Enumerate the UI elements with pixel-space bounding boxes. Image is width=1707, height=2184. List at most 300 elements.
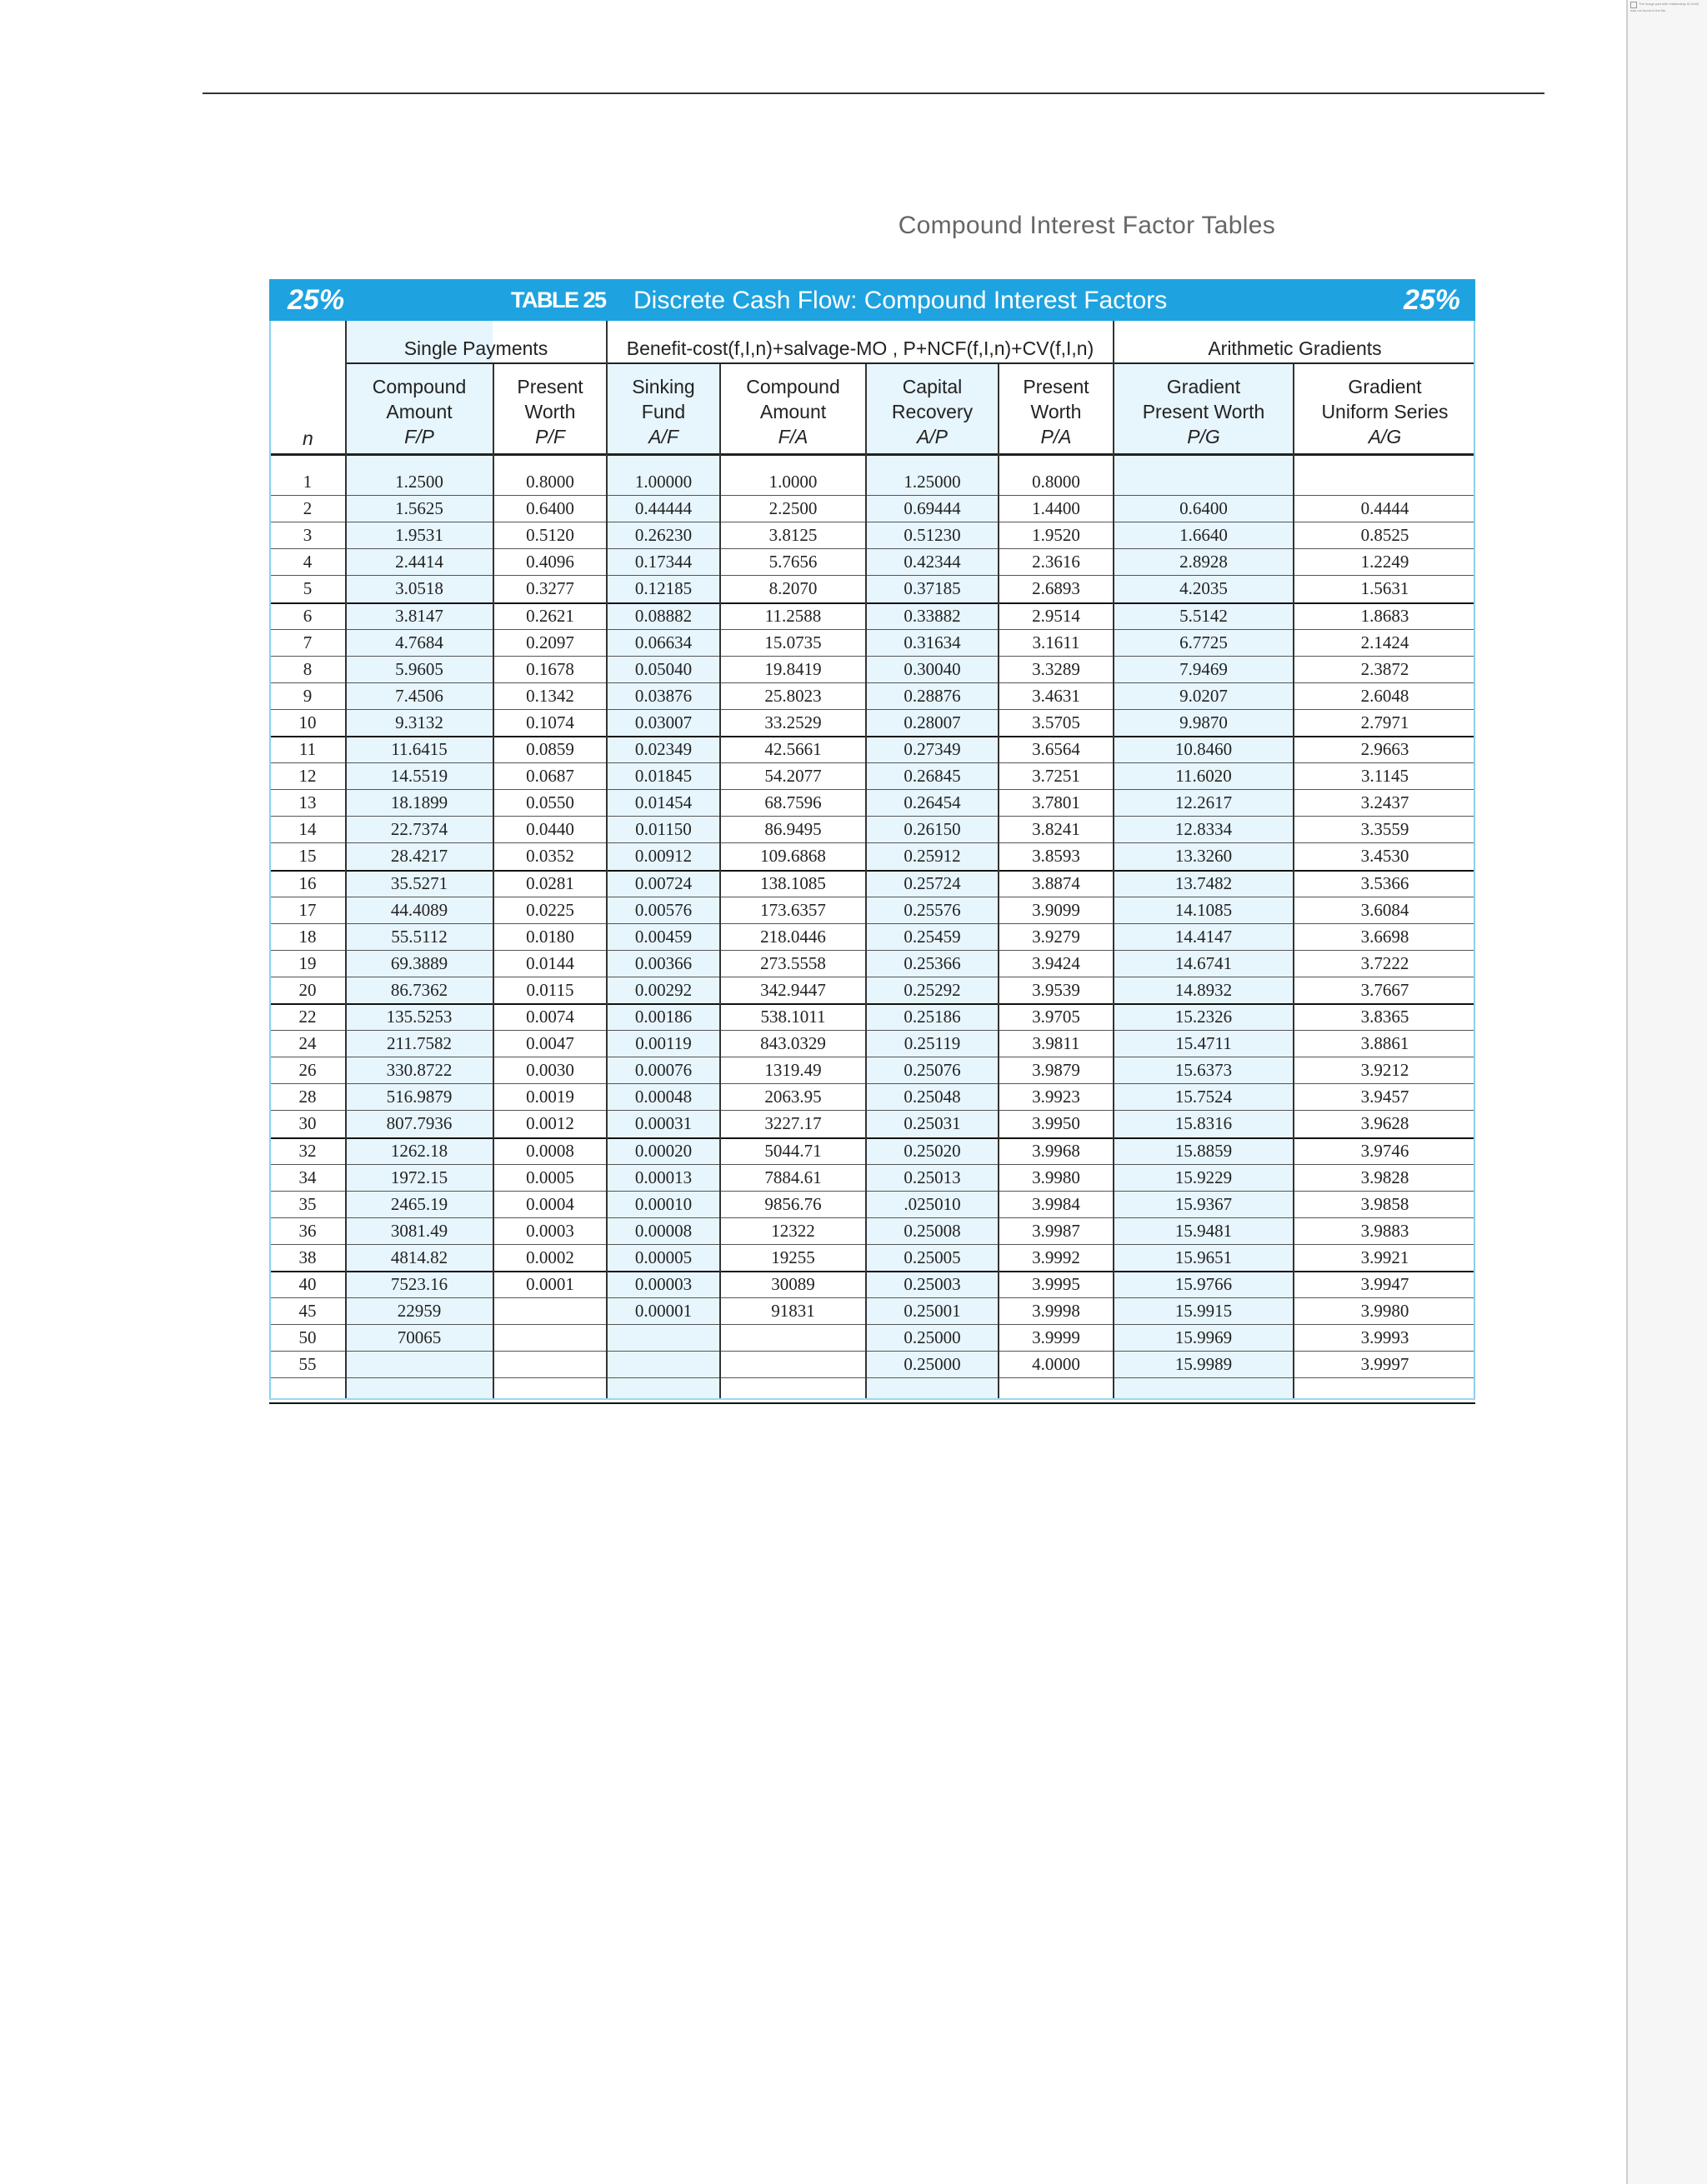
cell-ap: 0.25459 — [904, 926, 961, 947]
cell-ag: 1.2249 — [1360, 552, 1409, 572]
cell-ag: 3.6698 — [1360, 926, 1409, 947]
cell-pa: 3.9995 — [1032, 1274, 1080, 1294]
cell-pg: 7.9469 — [1179, 658, 1228, 679]
cell-ag: 1.5631 — [1360, 578, 1409, 599]
cell-pa: 3.7801 — [1032, 792, 1080, 813]
cell-fa: 5044.71 — [764, 1140, 822, 1161]
table-bottom-border — [269, 1398, 1475, 1400]
cell-pf: 0.1342 — [526, 685, 574, 706]
cell-ap: 0.25031 — [904, 1113, 961, 1134]
cell-af: 0.00366 — [634, 952, 693, 973]
col-header-ag: Gradient Uniform Series A/G — [1321, 376, 1449, 447]
cell-pf: 0.0352 — [526, 846, 574, 867]
cell-pa: 0.8000 — [1032, 472, 1080, 492]
cell-n: 50 — [298, 1327, 317, 1348]
col-header-fa: Compound Amount F/A — [746, 376, 840, 447]
cell-pa: 3.8593 — [1032, 846, 1080, 867]
page-top-rule — [203, 92, 1544, 94]
cell-fa: 5.7656 — [768, 552, 818, 572]
cell-n: 14 — [298, 819, 317, 840]
cell-af: 0.17344 — [634, 552, 693, 572]
cell-pg: 10.8460 — [1174, 739, 1233, 759]
cell-pf: 0.0003 — [526, 1220, 574, 1241]
cell-ag: 3.9947 — [1360, 1274, 1409, 1294]
cell-pg: 15.9229 — [1174, 1167, 1233, 1187]
cell-ap: 0.25005 — [904, 1247, 961, 1267]
cell-n: 19 — [298, 952, 317, 973]
cell-fp: 44.4089 — [390, 899, 448, 920]
cell-fp: 807.7936 — [386, 1113, 453, 1134]
cell-ap: 0.25000 — [904, 1327, 961, 1348]
cell-ap: .025010 — [904, 1193, 961, 1214]
cell-af: 0.05040 — [634, 658, 693, 679]
cell-n: 8 — [303, 658, 313, 679]
cell-pf: 0.0281 — [526, 872, 574, 893]
cell-fp: 516.9879 — [386, 1087, 453, 1107]
cell-n: 12 — [298, 766, 317, 787]
cell-af: 0.00048 — [634, 1087, 693, 1107]
cell-fp: 28.4217 — [390, 846, 448, 867]
col-header-pa: Present Worth P/A — [1023, 376, 1089, 447]
cell-fp: 4.7684 — [395, 632, 443, 652]
cell-pf: 0.0008 — [526, 1140, 574, 1161]
cell-ag: 3.9883 — [1360, 1220, 1409, 1241]
cell-pa: 3.9279 — [1032, 926, 1080, 947]
column-rule — [865, 364, 867, 1400]
cell-ap: 0.25576 — [904, 899, 961, 920]
cell-af: 0.08882 — [634, 605, 693, 626]
cell-ag: 3.9997 — [1360, 1354, 1409, 1375]
cell-fa: 86.9495 — [764, 819, 822, 840]
cell-pa: 3.9424 — [1032, 952, 1080, 973]
cell-ap: 0.26845 — [904, 766, 961, 787]
cell-pg: 15.8859 — [1174, 1140, 1233, 1161]
cell-fa: 33.2529 — [764, 712, 822, 732]
cell-af: 0.01845 — [634, 766, 693, 787]
cell-pa: 2.3616 — [1032, 552, 1080, 572]
missing-image-note: The image part with relationship ID rId43 was not found in the file. — [1630, 2, 1699, 12]
cell-fa: 2.2500 — [768, 498, 818, 519]
cell-n: 9 — [303, 685, 313, 706]
cell-n: 34 — [298, 1167, 317, 1187]
cell-fa: 342.9447 — [760, 979, 826, 1000]
cell-af: 0.00292 — [634, 979, 693, 1000]
cell-pf: 0.6400 — [526, 498, 574, 519]
cell-fp: 35.5271 — [390, 872, 448, 893]
cell-af: 0.00005 — [634, 1247, 693, 1267]
column-rule — [345, 321, 347, 1400]
cell-pa: 3.9923 — [1032, 1087, 1080, 1107]
column-rule — [493, 364, 494, 1400]
cell-fp: 9.3132 — [395, 712, 443, 732]
rate-label-left: 25% — [288, 284, 345, 316]
cell-ap: 0.28007 — [904, 712, 961, 732]
cell-n: 15 — [298, 846, 317, 867]
cell-af: 0.00912 — [634, 846, 693, 867]
cell-ap: 0.37185 — [904, 578, 961, 599]
cell-ag: 3.9828 — [1360, 1167, 1409, 1187]
cell-pg: 15.9481 — [1174, 1220, 1233, 1241]
col-header-pg: Gradient Present Worth P/G — [1142, 376, 1265, 447]
cell-fa: 538.1011 — [760, 1007, 826, 1027]
cell-ag: 2.3872 — [1360, 658, 1409, 679]
broken-image-icon — [1630, 2, 1637, 8]
cell-ag: 3.9993 — [1360, 1327, 1409, 1348]
cell-af: 0.00020 — [634, 1140, 693, 1161]
cell-pg: 15.6373 — [1174, 1060, 1233, 1081]
cell-fa: 273.5558 — [760, 952, 826, 973]
cell-af: 0.00724 — [634, 872, 693, 893]
cell-pa: 3.7251 — [1032, 766, 1080, 787]
cell-fp: 14.5519 — [390, 766, 448, 787]
cell-n: 30 — [298, 1113, 317, 1134]
column-rule — [1113, 321, 1114, 1400]
cell-n: 40 — [298, 1274, 317, 1294]
cell-fa: 3.8125 — [768, 525, 818, 546]
cell-af: 0.00031 — [634, 1113, 693, 1134]
cell-pg: 15.8316 — [1174, 1113, 1233, 1134]
factor-table — [269, 321, 1475, 1400]
cell-pf: 0.0440 — [526, 819, 574, 840]
cell-af: 0.00119 — [635, 1033, 692, 1054]
cell-af: 0.00013 — [634, 1167, 693, 1187]
cell-pf: 0.0001 — [526, 1274, 574, 1294]
cell-ag: 1.8683 — [1360, 605, 1409, 626]
cell-ag: 3.9921 — [1360, 1247, 1409, 1267]
cell-pg: 14.6741 — [1174, 952, 1233, 973]
cell-af: 0.03876 — [634, 685, 693, 706]
cell-af: 0.00576 — [634, 899, 693, 920]
cell-pg: 0.6400 — [1179, 498, 1228, 519]
cell-pg: 13.3260 — [1174, 846, 1233, 867]
cell-ag: 3.9457 — [1360, 1087, 1409, 1107]
cell-ap: 0.51230 — [904, 525, 961, 546]
cell-n: 35 — [298, 1193, 317, 1214]
cell-fp: 211.7582 — [387, 1033, 452, 1054]
cell-af: 1.00000 — [634, 472, 693, 492]
cell-pg: 15.9915 — [1174, 1301, 1233, 1322]
cell-fp: 70065 — [397, 1327, 442, 1348]
cell-fp: 69.3889 — [390, 952, 448, 973]
cell-pa: 3.8241 — [1032, 819, 1080, 840]
cell-pa: 3.9705 — [1032, 1007, 1080, 1027]
cell-pf: 0.0019 — [526, 1087, 574, 1107]
cell-pa: 2.6893 — [1032, 578, 1080, 599]
cell-fa: 7884.61 — [764, 1167, 822, 1187]
cell-n: 17 — [298, 899, 317, 920]
cell-ap: 0.31634 — [904, 632, 961, 652]
column-rule — [606, 321, 608, 1400]
cell-pa: 3.9879 — [1032, 1060, 1080, 1081]
cell-ag: 3.7667 — [1360, 979, 1409, 1000]
cell-n: 36 — [298, 1220, 317, 1241]
cell-fa: 9856.76 — [764, 1193, 822, 1214]
cell-ag: 3.9980 — [1360, 1301, 1409, 1322]
cell-pf: 0.2621 — [526, 605, 574, 626]
cell-pa: 3.9950 — [1032, 1113, 1080, 1134]
cell-ag: 2.1424 — [1360, 632, 1409, 652]
cell-pa: 4.0000 — [1032, 1354, 1080, 1375]
cell-fp: 330.8722 — [386, 1060, 453, 1081]
cell-pf: 0.1074 — [526, 712, 574, 732]
cell-ap: 0.25076 — [904, 1060, 961, 1081]
cell-ag: 2.9663 — [1360, 739, 1409, 759]
cell-ag: 3.6084 — [1360, 899, 1409, 920]
group-rule — [346, 362, 1475, 364]
cell-fa: 91831 — [771, 1301, 815, 1322]
cell-pa: 3.9992 — [1032, 1247, 1080, 1267]
cell-n: 1 — [303, 472, 313, 492]
cell-n: 11 — [298, 739, 317, 759]
cell-ag: 3.9212 — [1360, 1060, 1409, 1081]
table-end-rule — [269, 1402, 1475, 1404]
cell-pg: 2.8928 — [1179, 552, 1228, 572]
cell-fa: 2063.95 — [764, 1087, 822, 1107]
cell-fa: 12322 — [771, 1220, 815, 1241]
cell-ag: 3.5366 — [1360, 872, 1409, 893]
cell-pa: 3.9968 — [1032, 1140, 1080, 1161]
col-header-pf: Present Worth P/F — [517, 376, 583, 447]
cell-fp: 55.5112 — [391, 926, 448, 947]
cell-pa: 3.9811 — [1032, 1033, 1080, 1054]
cell-fa: 109.6868 — [760, 846, 826, 867]
cell-pf: 0.2097 — [526, 632, 574, 652]
cell-ap: 0.25048 — [904, 1087, 961, 1107]
cell-pg: 15.9651 — [1174, 1247, 1233, 1267]
cell-pg: 12.2617 — [1174, 792, 1233, 813]
cell-ag: 3.3559 — [1360, 819, 1409, 840]
cell-pg: 15.2326 — [1174, 1007, 1233, 1027]
group-arithmetic-gradients: Arithmetic Gradients — [1208, 337, 1382, 359]
cell-ap: 0.25003 — [904, 1274, 961, 1294]
cell-pg: 9.9870 — [1179, 712, 1228, 732]
cell-af: 0.12185 — [634, 578, 693, 599]
cell-fa: 173.6357 — [760, 899, 826, 920]
cell-ag: 3.9858 — [1360, 1193, 1409, 1214]
column-rule — [1293, 364, 1294, 1400]
cell-n: 26 — [298, 1060, 317, 1081]
cell-n: 10 — [298, 712, 317, 732]
cell-ap: 0.26454 — [904, 792, 961, 813]
cell-fp: 1262.18 — [390, 1140, 448, 1161]
cell-af: 0.01454 — [634, 792, 693, 813]
cell-pf: 0.0004 — [526, 1193, 574, 1214]
cell-pf: 0.1678 — [526, 658, 574, 679]
cell-pf: 0.0074 — [526, 1007, 574, 1027]
cell-pa: 1.9520 — [1032, 525, 1080, 546]
cell-pg: 15.9989 — [1174, 1354, 1233, 1375]
cell-pf: 0.8000 — [526, 472, 574, 492]
cell-fa: 68.7596 — [764, 792, 822, 813]
cell-ap: 0.25008 — [904, 1220, 961, 1241]
cell-af: 0.00003 — [634, 1274, 693, 1294]
col-header-af: Sinking Fund A/F — [632, 376, 695, 447]
cell-n: 55 — [298, 1354, 317, 1375]
cell-pa: 3.4631 — [1032, 685, 1080, 706]
col-header-ap: Capital Recovery A/P — [891, 376, 974, 447]
cell-pg: 15.9969 — [1174, 1327, 1233, 1348]
cell-pf: 0.5120 — [526, 525, 574, 546]
cell-ag: 2.6048 — [1360, 685, 1409, 706]
table-banner — [269, 279, 1475, 321]
cell-ap: 0.25366 — [904, 952, 961, 973]
cell-n: 32 — [298, 1140, 317, 1161]
cell-fp: 2465.19 — [390, 1193, 448, 1214]
cell-pg: 12.8334 — [1174, 819, 1233, 840]
cell-ap: 0.25001 — [904, 1301, 961, 1322]
column-rule — [1474, 321, 1475, 1400]
cell-pf: 0.0225 — [526, 899, 574, 920]
cell-ap: 0.30040 — [904, 658, 961, 679]
cell-ap: 0.25020 — [904, 1140, 961, 1161]
cell-pg: 11.6020 — [1175, 766, 1232, 787]
cell-pg: 13.7482 — [1174, 872, 1233, 893]
cell-fp: 7.4506 — [395, 685, 443, 706]
cell-fp: 3.8147 — [395, 605, 443, 626]
cell-pg: 15.9367 — [1174, 1193, 1233, 1214]
cell-pa: 3.6564 — [1032, 739, 1080, 759]
cell-pa: 3.1611 — [1032, 632, 1080, 652]
cell-n: 18 — [298, 926, 317, 947]
cell-pf: 0.0144 — [526, 952, 574, 973]
cell-pg: 14.4147 — [1174, 926, 1233, 947]
cell-pf: 0.3277 — [526, 578, 574, 599]
cell-n: 7 — [303, 632, 313, 652]
cell-pa: 3.5705 — [1032, 712, 1080, 732]
cell-n: 45 — [298, 1301, 317, 1322]
cell-ap: 0.25119 — [904, 1033, 961, 1054]
cell-n: 6 — [303, 605, 313, 626]
cell-fp: 5.9605 — [395, 658, 443, 679]
cell-n: 2 — [303, 498, 313, 519]
cell-ag: 3.9628 — [1360, 1113, 1409, 1134]
cell-ap: 0.42344 — [904, 552, 961, 572]
cell-n: 20 — [298, 979, 317, 1000]
column-rule — [998, 364, 999, 1400]
cell-ag: 2.7971 — [1360, 712, 1409, 732]
cell-fp: 22959 — [397, 1301, 442, 1322]
cell-pa: 3.9987 — [1032, 1220, 1080, 1241]
group-single-payments: Single Payments — [403, 337, 548, 359]
cell-af: 0.02349 — [634, 739, 693, 759]
cell-pa: 3.9099 — [1032, 899, 1080, 920]
cell-ap: 0.28876 — [904, 685, 961, 706]
cell-pf: 0.4096 — [526, 552, 574, 572]
cell-fa: 1319.49 — [764, 1060, 822, 1081]
cell-fp: 7523.16 — [390, 1274, 448, 1294]
group-uniform-series: Benefit-cost(f,I,n)+salvage-MO , P+NCF(f,I,n)+CV(f,I,n) — [626, 337, 1094, 359]
cell-af: 0.44444 — [634, 498, 693, 519]
cell-ag: 3.8861 — [1360, 1033, 1409, 1054]
cell-fp: 135.5253 — [386, 1007, 453, 1027]
cell-fp: 1.9531 — [395, 525, 443, 546]
cell-pg: 5.5142 — [1179, 605, 1228, 626]
cell-fp: 22.7374 — [390, 819, 448, 840]
column-rule — [719, 364, 721, 1400]
cell-pa: 3.3289 — [1032, 658, 1080, 679]
cell-fa: 30089 — [771, 1274, 815, 1294]
cell-ag: 0.4444 — [1360, 498, 1409, 519]
cell-fa: 19.8419 — [764, 658, 822, 679]
cell-pa: 3.9539 — [1032, 979, 1080, 1000]
running-head: Compound Interest Factor Tables — [898, 212, 1275, 239]
cell-pg: 1.6640 — [1179, 525, 1228, 546]
cell-fp: 3081.49 — [390, 1220, 448, 1241]
cell-fp: 3.0518 — [395, 578, 443, 599]
cell-n: 38 — [298, 1247, 317, 1267]
table-title: Discrete Cash Flow: Compound Interest Factors — [633, 287, 1168, 314]
cell-af: 0.00186 — [634, 1007, 693, 1027]
cell-pa: 1.4400 — [1032, 498, 1080, 519]
cell-ag: 3.9746 — [1360, 1140, 1409, 1161]
cell-pf: 0.0002 — [526, 1247, 574, 1267]
cell-pf: 0.0859 — [526, 739, 574, 759]
cell-pf: 0.0030 — [526, 1060, 574, 1081]
cell-pa: 3.9984 — [1032, 1193, 1080, 1214]
cell-fa: 54.2077 — [764, 766, 822, 787]
n-column-label: n — [303, 427, 313, 449]
cell-pg: 14.8932 — [1174, 979, 1233, 1000]
cell-ap: 0.25292 — [904, 979, 961, 1000]
cell-fp: 1.2500 — [395, 472, 443, 492]
cell-fp: 86.7362 — [390, 979, 448, 1000]
cell-fa: 42.5661 — [764, 739, 822, 759]
cell-fp: 1.5625 — [395, 498, 443, 519]
cell-af: 0.00076 — [634, 1060, 693, 1081]
table-number: TABLE 25 — [511, 287, 606, 312]
cell-pf: 0.0005 — [526, 1167, 574, 1187]
cell-ap: 0.26150 — [904, 819, 961, 840]
cell-ag: 3.4530 — [1360, 846, 1409, 867]
cell-af: 0.26230 — [634, 525, 693, 546]
cell-fa: 138.1085 — [760, 872, 826, 893]
cell-pg: 14.1085 — [1174, 899, 1233, 920]
cell-pa: 3.9980 — [1032, 1167, 1080, 1187]
cell-fa: 11.2588 — [764, 605, 822, 626]
cell-af: 0.00008 — [634, 1220, 693, 1241]
cell-n: 16 — [298, 872, 317, 893]
cell-ag: 3.2437 — [1360, 792, 1409, 813]
cell-pa: 3.9998 — [1032, 1301, 1080, 1322]
cell-fa: 218.0446 — [760, 926, 826, 947]
cell-n: 5 — [303, 578, 313, 599]
cell-fa: 19255 — [771, 1247, 815, 1267]
cell-pg: 15.4711 — [1175, 1033, 1232, 1054]
cell-pf: 0.0550 — [526, 792, 574, 813]
cell-n: 28 — [298, 1087, 317, 1107]
cell-pg: 15.9766 — [1174, 1274, 1233, 1294]
cell-n: 24 — [298, 1033, 317, 1054]
cell-ap: 0.25013 — [904, 1167, 961, 1187]
cell-n: 22 — [298, 1007, 317, 1027]
cell-af: 0.00010 — [634, 1193, 693, 1214]
cell-fp: 11.6415 — [391, 739, 448, 759]
cell-fp: 1972.15 — [390, 1167, 448, 1187]
cell-ag: 3.1145 — [1361, 766, 1409, 787]
cell-af: 0.06634 — [634, 632, 693, 652]
cell-n: 4 — [303, 552, 313, 572]
cell-af: 0.00459 — [634, 926, 693, 947]
cell-ap: 1.25000 — [904, 472, 961, 492]
cell-pf: 0.0012 — [526, 1113, 574, 1134]
cell-fa: 3227.17 — [764, 1113, 822, 1134]
cell-ag: 3.7222 — [1360, 952, 1409, 973]
column-rule — [269, 321, 271, 1400]
cell-af: 0.01150 — [635, 819, 692, 840]
cell-pg: 15.7524 — [1174, 1087, 1233, 1107]
cell-pa: 3.9999 — [1032, 1327, 1080, 1348]
cell-ag: 0.8525 — [1360, 525, 1409, 546]
